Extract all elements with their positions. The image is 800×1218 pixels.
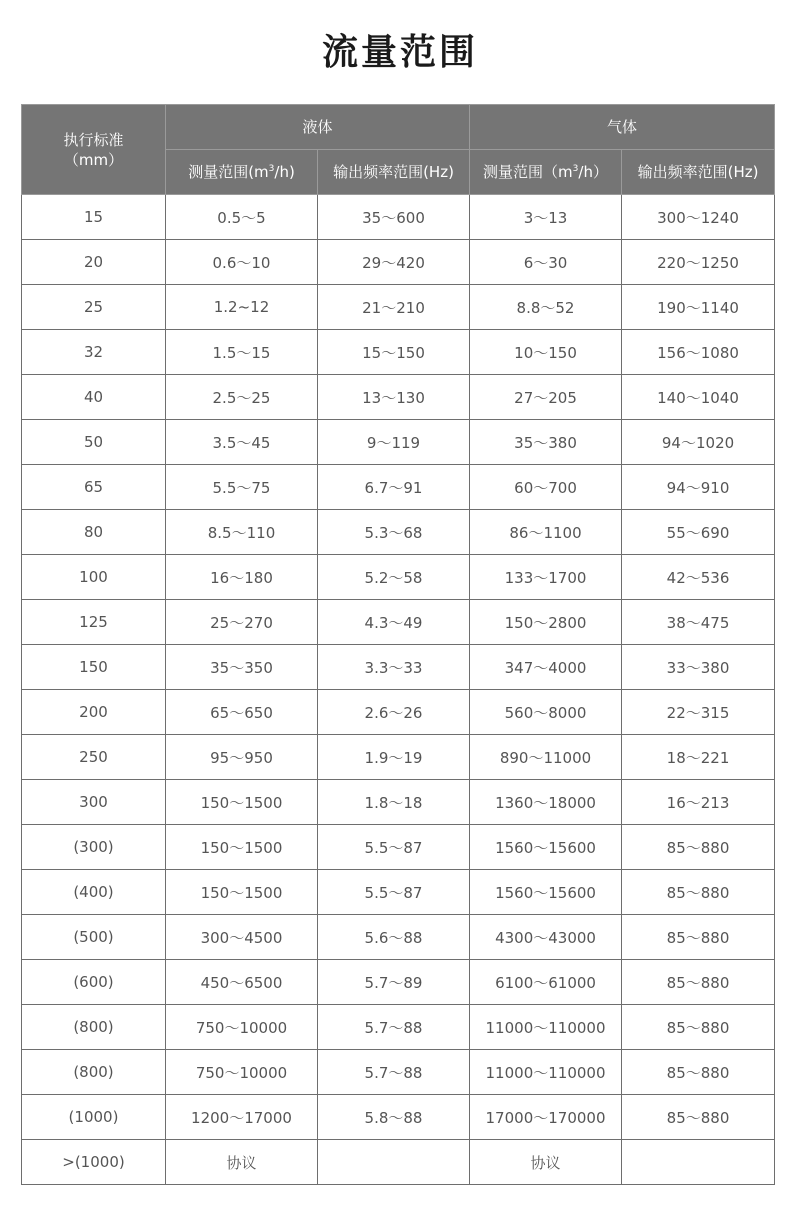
cell-standard: 15 bbox=[22, 195, 166, 240]
table-row bbox=[22, 420, 775, 465]
table-row bbox=[22, 465, 775, 510]
cell-gas-freq: 94～1020 bbox=[622, 420, 775, 465]
header-standard bbox=[22, 105, 166, 195]
cell-gas-freq: 85～880 bbox=[622, 960, 775, 1005]
cell-standard: (300) bbox=[22, 825, 166, 870]
cell-liquid-freq: 5.7～89 bbox=[318, 960, 470, 1005]
cell-gas-freq: 85～880 bbox=[622, 915, 775, 960]
header-liquid-freq: 输出频率范围(Hz) bbox=[318, 150, 470, 195]
cell-gas-freq: 156～1080 bbox=[622, 330, 775, 375]
table-row bbox=[22, 735, 775, 780]
table-row bbox=[22, 555, 775, 600]
cell-standard: 100 bbox=[22, 555, 166, 600]
cell-gas-freq: 94～910 bbox=[622, 465, 775, 510]
cell-liquid-range: 0.6～10 bbox=[166, 240, 318, 285]
cell-liquid-range: 16～180 bbox=[166, 555, 318, 600]
cell-liquid-range: 35～350 bbox=[166, 645, 318, 690]
table-row bbox=[22, 285, 775, 330]
cell-gas-range: 560～8000 bbox=[470, 690, 622, 735]
cell-gas-range: 347～4000 bbox=[470, 645, 622, 690]
cell-standard: 65 bbox=[22, 465, 166, 510]
header-standard-label: 执行标准 bbox=[63, 130, 124, 149]
cell-standard: >(1000) bbox=[22, 1140, 166, 1185]
cell-liquid-freq bbox=[318, 1140, 470, 1185]
table-row bbox=[22, 645, 775, 690]
table-row bbox=[22, 1095, 775, 1140]
header-gas-range-suffix: /h） bbox=[578, 163, 608, 181]
table-row bbox=[22, 195, 775, 240]
cell-gas-range: 11000～110000 bbox=[470, 1005, 622, 1050]
table-row bbox=[22, 960, 775, 1005]
cell-liquid-range: 300～4500 bbox=[166, 915, 318, 960]
cell-liquid-freq: 5.5～87 bbox=[318, 870, 470, 915]
cell-standard: (1000) bbox=[22, 1095, 166, 1140]
cell-gas-freq: 55～690 bbox=[622, 510, 775, 555]
cell-gas-freq: 300～1240 bbox=[622, 195, 775, 240]
cell-liquid-freq: 4.3～49 bbox=[318, 600, 470, 645]
cell-gas-freq: 33～380 bbox=[622, 645, 775, 690]
cell-liquid-range: 5.5～75 bbox=[166, 465, 318, 510]
cell-liquid-range: 8.5～110 bbox=[166, 510, 318, 555]
cell-gas-range: 60～700 bbox=[470, 465, 622, 510]
cell-gas-range: 35～380 bbox=[470, 420, 622, 465]
cell-liquid-freq: 5.6～88 bbox=[318, 915, 470, 960]
cell-gas-freq: 85～880 bbox=[622, 1005, 775, 1050]
cell-liquid-freq: 2.6～26 bbox=[318, 690, 470, 735]
table-body bbox=[22, 195, 775, 1185]
cell-standard: 20 bbox=[22, 240, 166, 285]
cell-gas-freq: 85～880 bbox=[622, 1050, 775, 1095]
cell-standard: 80 bbox=[22, 510, 166, 555]
cell-liquid-freq: 29～420 bbox=[318, 240, 470, 285]
cell-gas-freq: 16～213 bbox=[622, 780, 775, 825]
table-row bbox=[22, 600, 775, 645]
table-row bbox=[22, 375, 775, 420]
cell-gas-freq: 85～880 bbox=[622, 825, 775, 870]
cell-gas-range: 1360～18000 bbox=[470, 780, 622, 825]
cell-standard: 25 bbox=[22, 285, 166, 330]
cell-gas-freq: 22～315 bbox=[622, 690, 775, 735]
cell-liquid-freq: 15～150 bbox=[318, 330, 470, 375]
table-row bbox=[22, 330, 775, 375]
cell-gas-range: 8.8～52 bbox=[470, 285, 622, 330]
cell-liquid-freq: 5.8～88 bbox=[318, 1095, 470, 1140]
cell-gas-freq: 140～1040 bbox=[622, 375, 775, 420]
cell-liquid-range: 450～6500 bbox=[166, 960, 318, 1005]
cell-gas-freq: 220～1250 bbox=[622, 240, 775, 285]
cell-gas-freq: 42～536 bbox=[622, 555, 775, 600]
cell-liquid-freq: 21～210 bbox=[318, 285, 470, 330]
cell-liquid-range: 协议 bbox=[166, 1140, 318, 1185]
cell-liquid-freq: 5.5～87 bbox=[318, 825, 470, 870]
table-row bbox=[22, 240, 775, 285]
cell-liquid-range: 0.5～5 bbox=[166, 195, 318, 240]
cell-standard: 40 bbox=[22, 375, 166, 420]
cell-liquid-freq: 1.8～18 bbox=[318, 780, 470, 825]
cell-standard: 300 bbox=[22, 780, 166, 825]
cell-liquid-range: 150～1500 bbox=[166, 825, 318, 870]
cell-gas-range: 27～205 bbox=[470, 375, 622, 420]
cell-liquid-range: 95～950 bbox=[166, 735, 318, 780]
cell-standard: (400) bbox=[22, 870, 166, 915]
cell-gas-freq: 38～475 bbox=[622, 600, 775, 645]
cell-gas-range: 6～30 bbox=[470, 240, 622, 285]
cell-liquid-range: 750～10000 bbox=[166, 1005, 318, 1050]
table-row bbox=[22, 915, 775, 960]
cell-gas-range: 11000～110000 bbox=[470, 1050, 622, 1095]
cell-liquid-range: 1.5～15 bbox=[166, 330, 318, 375]
cell-gas-range: 133～1700 bbox=[470, 555, 622, 600]
cell-standard: (800) bbox=[22, 1050, 166, 1095]
cell-liquid-freq: 13～130 bbox=[318, 375, 470, 420]
cell-standard: 32 bbox=[22, 330, 166, 375]
header-standard-unit: （mm） bbox=[63, 150, 124, 169]
cell-gas-range: 150～2800 bbox=[470, 600, 622, 645]
table-row bbox=[22, 510, 775, 555]
table-row bbox=[22, 1140, 775, 1185]
header-liquid-range bbox=[166, 150, 318, 195]
cell-gas-freq: 190～1140 bbox=[622, 285, 775, 330]
cell-liquid-range: 1200～17000 bbox=[166, 1095, 318, 1140]
table-row bbox=[22, 690, 775, 735]
flow-range-table bbox=[21, 104, 775, 1185]
cell-gas-freq bbox=[622, 1140, 775, 1185]
cell-liquid-freq: 6.7～91 bbox=[318, 465, 470, 510]
cell-liquid-freq: 5.7～88 bbox=[318, 1050, 470, 1095]
cell-gas-freq: 85～880 bbox=[622, 1095, 775, 1140]
cell-liquid-range: 2.5～25 bbox=[166, 375, 318, 420]
cell-liquid-freq: 3.3～33 bbox=[318, 645, 470, 690]
cell-liquid-range: 25～270 bbox=[166, 600, 318, 645]
cell-standard: 50 bbox=[22, 420, 166, 465]
cell-gas-range: 4300～43000 bbox=[470, 915, 622, 960]
cell-standard: 125 bbox=[22, 600, 166, 645]
table-row bbox=[22, 870, 775, 915]
cell-liquid-range: 3.5～45 bbox=[166, 420, 318, 465]
cell-gas-range: 1560～15600 bbox=[470, 825, 622, 870]
header-liquid-range-suffix: /h) bbox=[274, 163, 295, 181]
table-row bbox=[22, 780, 775, 825]
cell-liquid-freq: 1.9～19 bbox=[318, 735, 470, 780]
cell-gas-freq: 18～221 bbox=[622, 735, 775, 780]
table-row bbox=[22, 825, 775, 870]
cell-liquid-freq: 5.2～58 bbox=[318, 555, 470, 600]
cell-liquid-range: 150～1500 bbox=[166, 780, 318, 825]
cell-gas-freq: 85～880 bbox=[622, 870, 775, 915]
table-header bbox=[22, 105, 775, 195]
page-title: 流量范围 bbox=[321, 32, 478, 73]
cell-liquid-freq: 5.7～88 bbox=[318, 1005, 470, 1050]
cell-standard: (500) bbox=[22, 915, 166, 960]
header-gas-range bbox=[470, 150, 622, 195]
table-row bbox=[22, 1050, 775, 1095]
cell-liquid-range: 150～1500 bbox=[166, 870, 318, 915]
cell-gas-range: 86～1100 bbox=[470, 510, 622, 555]
header-gas-range-prefix: 测量范围（m bbox=[483, 163, 573, 181]
cell-liquid-range: 1.2~12 bbox=[166, 285, 318, 330]
cell-standard: 200 bbox=[22, 690, 166, 735]
cell-standard: 150 bbox=[22, 645, 166, 690]
cell-gas-range: 10～150 bbox=[470, 330, 622, 375]
cell-gas-range: 6100～61000 bbox=[470, 960, 622, 1005]
header-liquid-range-sup: 3 bbox=[268, 164, 275, 174]
cell-liquid-freq: 35～600 bbox=[318, 195, 470, 240]
cell-gas-range: 1560～15600 bbox=[470, 870, 622, 915]
table-row bbox=[22, 1005, 775, 1050]
header-gas: 气体 bbox=[470, 105, 775, 150]
cell-liquid-range: 65～650 bbox=[166, 690, 318, 735]
cell-liquid-freq: 9～119 bbox=[318, 420, 470, 465]
header-liquid-range-prefix: 测量范围(m bbox=[188, 163, 269, 181]
cell-gas-range: 协议 bbox=[470, 1140, 622, 1185]
cell-liquid-range: 750～10000 bbox=[166, 1050, 318, 1095]
header-gas-range-sup: 3 bbox=[572, 164, 579, 174]
cell-standard: (600) bbox=[22, 960, 166, 1005]
header-liquid: 液体 bbox=[166, 105, 470, 150]
cell-liquid-freq: 5.3～68 bbox=[318, 510, 470, 555]
cell-gas-range: 17000～170000 bbox=[470, 1095, 622, 1140]
cell-standard: 250 bbox=[22, 735, 166, 780]
cell-standard: (800) bbox=[22, 1005, 166, 1050]
header-gas-freq: 输出频率范围(Hz) bbox=[622, 150, 775, 195]
cell-gas-range: 3～13 bbox=[470, 195, 622, 240]
cell-gas-range: 890～11000 bbox=[470, 735, 622, 780]
